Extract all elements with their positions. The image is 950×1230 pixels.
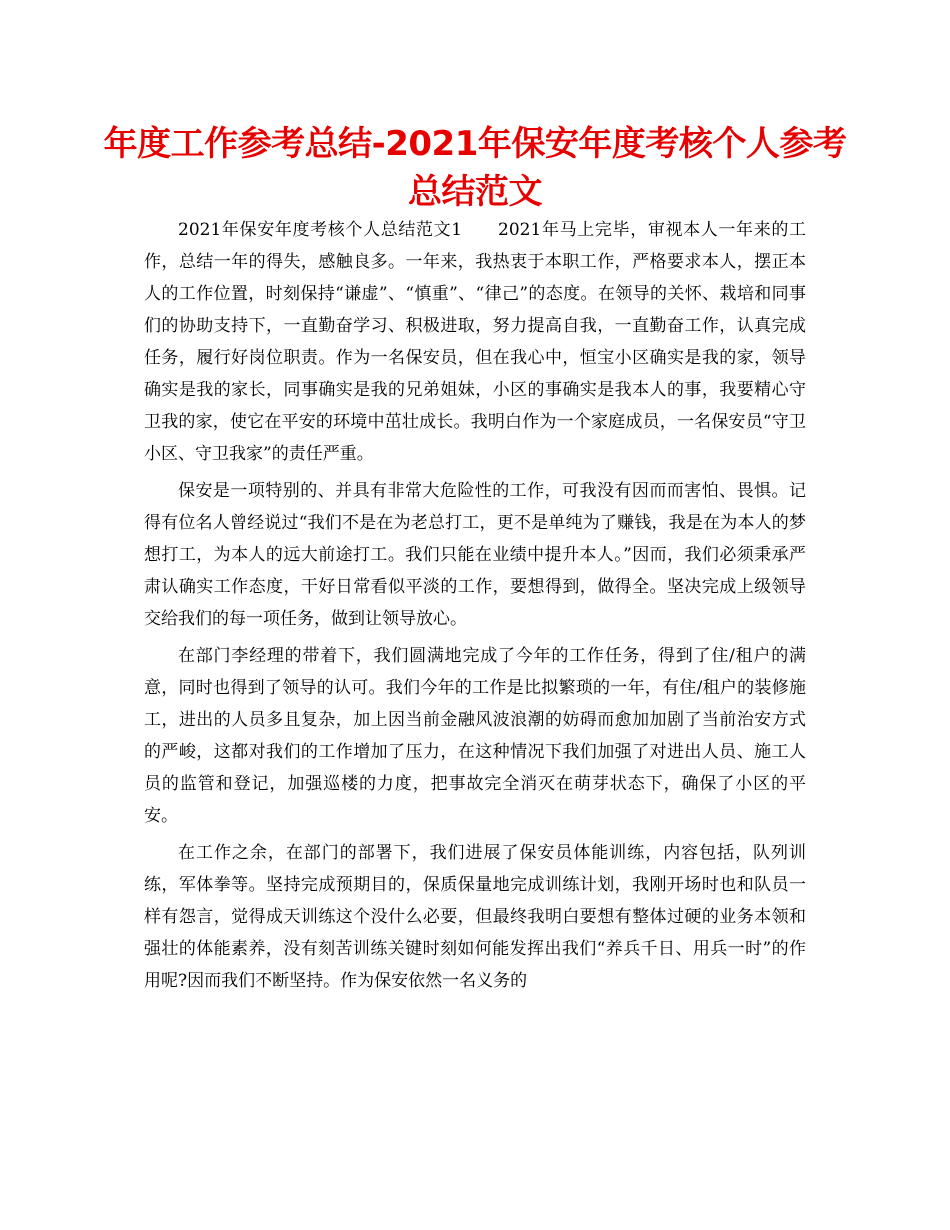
paragraph-1: 2021年保安年度考核个人总结范文1 2021年马上完毕，审视本人一年来的工作，总结一年的得失，感触良多。一年来，我热衷于本职工作，严格要求本人，摆正本人的工作位置，时刻保持“谦虚”、“慎重”、“律己”的态度。在领导的关怀、栽培和同事们的协助支持下，一直勤奋学习、积极进取，努力提高自我，一直勤奋工作，认真完成任务，履行好岗位职责。作为一名保安员，但在我心中，恒宝小区确实是我的家，领导确实是我的家长，同事确实是我的兄弟姐妹，小区的事确实是我本人的事，我要精心守卫我的家，使它在平安的环境中茁壮成长。我明白作为一个家庭成员，一名保安员“守卫小区、守卫我家”的责任严重。	[144, 220, 806, 464]
paragraph-3: 在部门李经理的带着下，我们圆满地完成了今年的工作任务，得到了住/租户的满意，同时也得到了领导的认可。我们今年的工作是比拟繁琐的一年，有住/租户的装修施工，进出的人员多且复杂，加上因当前金融风波浪潮的妨碍而愈加加剧了当前治安方式的严峻，这都对我们的工作增加了压力，在这种情况下我们加强了对进出人员、施工人员的监管和登记，加强巡楼的力度，把事故完全消灭在萌芽状态下，确保了小区的平安。	[144, 646, 806, 826]
document-body	[144, 214, 806, 1002]
paragraph-4: 在工作之余，在部门的部署下，我们进展了保安员体能训练，内容包括，队列训练，军体拳等。坚持完成预期目的，保质保量地完成训练计划，我刚开场时也和队员一样有怨言，觉得成天训练这个没什么必要，但最终我明白要想有整体过硬的业务本领和强壮的体能素养，没有刻苦训练关键时刻如何能发挥出我们“养兵千日、用兵一时”的作用呢?因而我们不断坚持。作为保安依然一名义务的	[144, 843, 806, 991]
paragraph-2: 保安是一项特别的、并具有非常大危险性的工作，可我没有因而而害怕、畏惧。记得有位名人曾经说过“我们不是在为老总打工，更不是单纯为了赚钱，我是在为本人的梦想打工，为本人的远大前途打工。我们只能在业绩中提升本人。”因而，我们必须秉承严肃认确实工作态度，干好日常看似平淡的工作，要想得到，做得全。坚决完成上级领导交给我们的每一项任务，做到让领导放心。	[144, 481, 806, 629]
document-title: 年度工作参考总结-2021年保安年度考核个人参考总结范文	[103, 124, 847, 212]
